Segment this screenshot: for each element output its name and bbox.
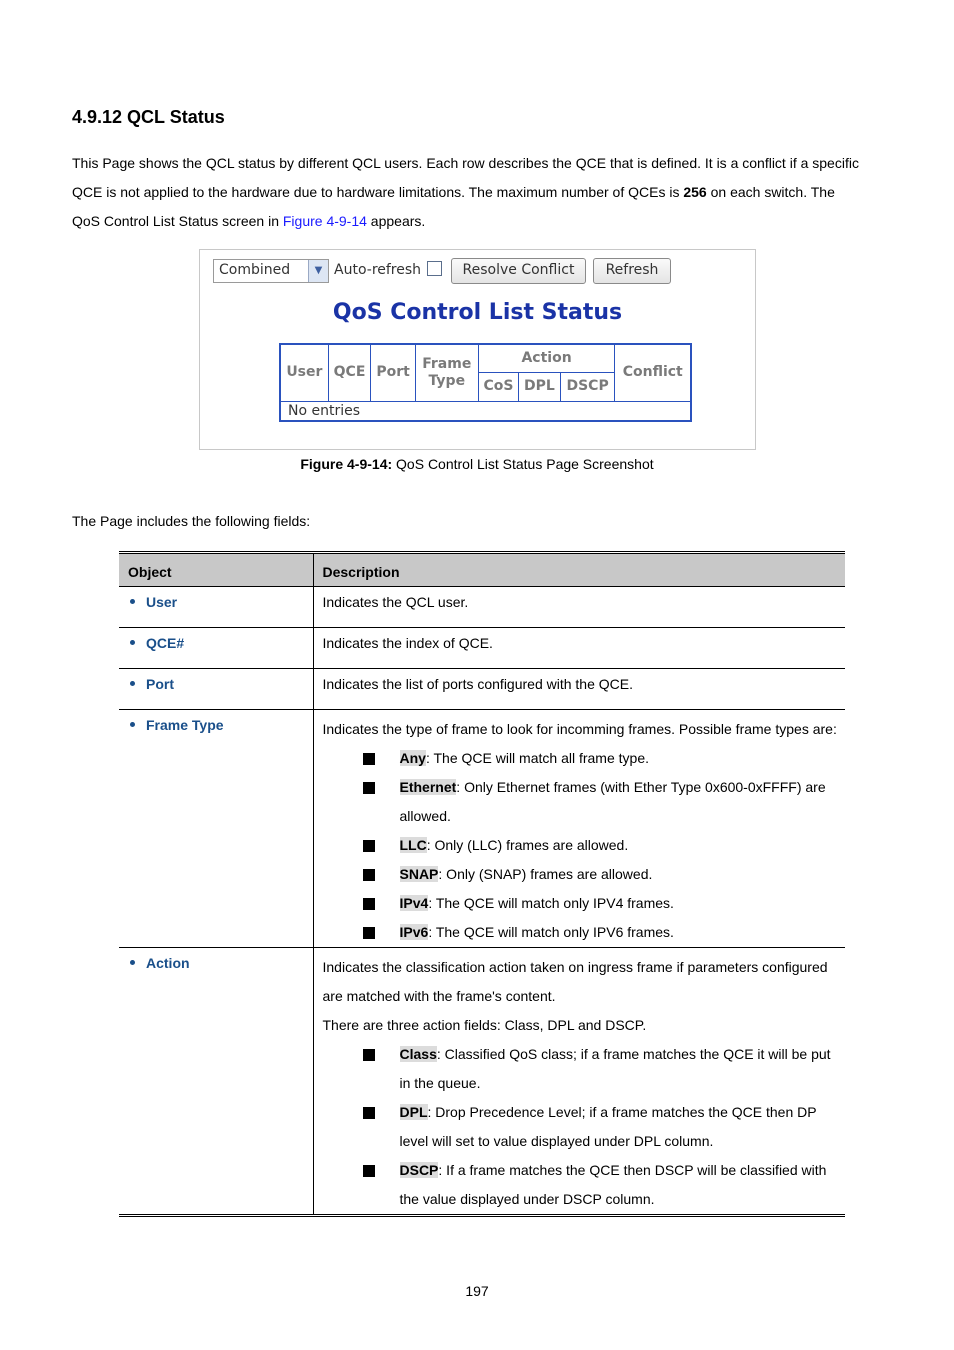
square-bullet-icon [363,869,375,881]
square-bullet-icon [363,927,375,939]
figure-link[interactable]: Figure 4-9-14 [282,213,367,229]
square-bullet-icon [363,1165,375,1177]
intro-line2-post: on each switch. The [706,184,835,200]
col-frame-type-line1: Frame [422,355,472,372]
list-item: Ethernet: Only Ethernet frames (with Ether Type 0x600-0xFFFF) are allowed. [323,773,838,831]
fields-table [119,551,845,1217]
desc-user: Indicates the QCL user. [313,587,845,628]
col-conflict: Conflict [615,344,691,401]
user-select-value: Combined [219,262,291,278]
desc-qce: Indicates the index of QCE. [313,628,845,669]
list-item: IPv6: The QCE will match only IPV6 frames. [323,918,838,947]
object-port: Port [146,676,174,692]
desc-action-text2: There are three action fields: Class, DPL and DSCP. [322,1017,647,1033]
col-dscp: DSCP [560,373,615,401]
no-entries-row: No entries [280,401,691,421]
col-frame-type [415,344,478,401]
object-action: Action [146,955,190,971]
figure-caption [0,456,954,472]
page-number: 197 [465,1283,489,1299]
list-item: Class: Classified QoS class; if a frame matches the QCE it will be put in the queue. [323,1040,838,1098]
bullet-icon [130,722,135,727]
list-item: SNAP: Only (SNAP) frames are allowed. [323,860,838,889]
table-row [119,710,845,948]
bullet-icon [130,960,135,965]
square-bullet-icon [363,782,375,794]
table-row [119,587,845,628]
square-bullet-icon [363,1049,375,1061]
desc-frame-type-text: Indicates the type of frame to look for incomming frames. Possible frame types are: [322,721,837,737]
auto-refresh-label: Auto-refresh [334,262,422,278]
table-row [119,669,845,710]
bullet-icon [130,599,135,604]
object-frame-type: Frame Type [146,717,224,733]
qcl-status-screenshot [199,249,756,450]
col-dpl: DPL [519,373,561,401]
refresh-button[interactable]: Refresh [593,258,671,284]
header-object: Object [119,553,313,587]
auto-refresh-checkbox[interactable] [427,261,442,276]
list-item: DSCP: If a frame matches the QCE then DSCP will be classified with the value displayed under DSCP column. [323,1156,838,1214]
col-cos: CoS [478,373,519,401]
qcl-status-table [279,343,692,422]
chevron-down-icon[interactable]: ▼ [308,260,328,282]
object-qce: QCE# [146,635,185,651]
square-bullet-icon [363,1107,375,1119]
list-item: LLC: Only (LLC) frames are allowed. [323,831,838,860]
intro-line3-pre: QoS Control List Status screen in [72,213,283,229]
list-item: DPL: Drop Precedence Level; if a frame matches the QCE then DP level will set to value displayed under DPL column. [323,1098,838,1156]
desc-action-text: Indicates the classification action taken on ingress frame if parameters configured are matched with the frame's content. [322,959,828,1004]
intro-line2-pre: QCE is not applied to the hardware due to hardware limitations. The maximum number of QCEs is [72,184,684,200]
list-item: IPv4: The QCE will match only IPV4 frames. [323,889,838,918]
object-user: User [146,594,178,610]
desc-action [313,948,845,1216]
caption-text: QoS Control List Status Page Screenshot [392,456,654,472]
table-row [119,948,845,1216]
square-bullet-icon [363,898,375,910]
col-port: Port [371,344,416,401]
col-qce: QCE [328,344,371,401]
intro-line1: This Page shows the QCL status by different QCL users. Each row describes the QCE that is defined. It is a conflict if a specific [72,155,859,171]
list-item: Any: The QCE will match all frame type. [323,744,838,773]
caption-label: Figure 4-9-14: [300,456,393,472]
qcl-status-title: QoS Control List Status [332,300,623,325]
section-heading: 4.9.12 QCL Status [72,107,225,127]
intro-line3-post: appears. [366,213,426,229]
col-action: Action [478,344,615,373]
square-bullet-icon [363,840,375,852]
desc-frame-type [313,710,845,948]
intro-paragraph [72,149,892,236]
resolve-conflict-button[interactable]: Resolve Conflict [451,258,586,284]
col-user: User [280,344,328,401]
fields-intro: The Page includes the following fields: [72,513,311,529]
bullet-icon [130,640,135,645]
max-qces-value: 256 [683,184,707,200]
desc-port: Indicates the list of ports configured with the QCE. [313,669,845,710]
table-row [119,628,845,669]
user-select[interactable] [213,259,329,283]
bullet-icon [130,681,135,686]
square-bullet-icon [363,753,375,765]
col-frame-type-line2: Type [428,372,466,389]
header-description: Description [313,553,845,587]
